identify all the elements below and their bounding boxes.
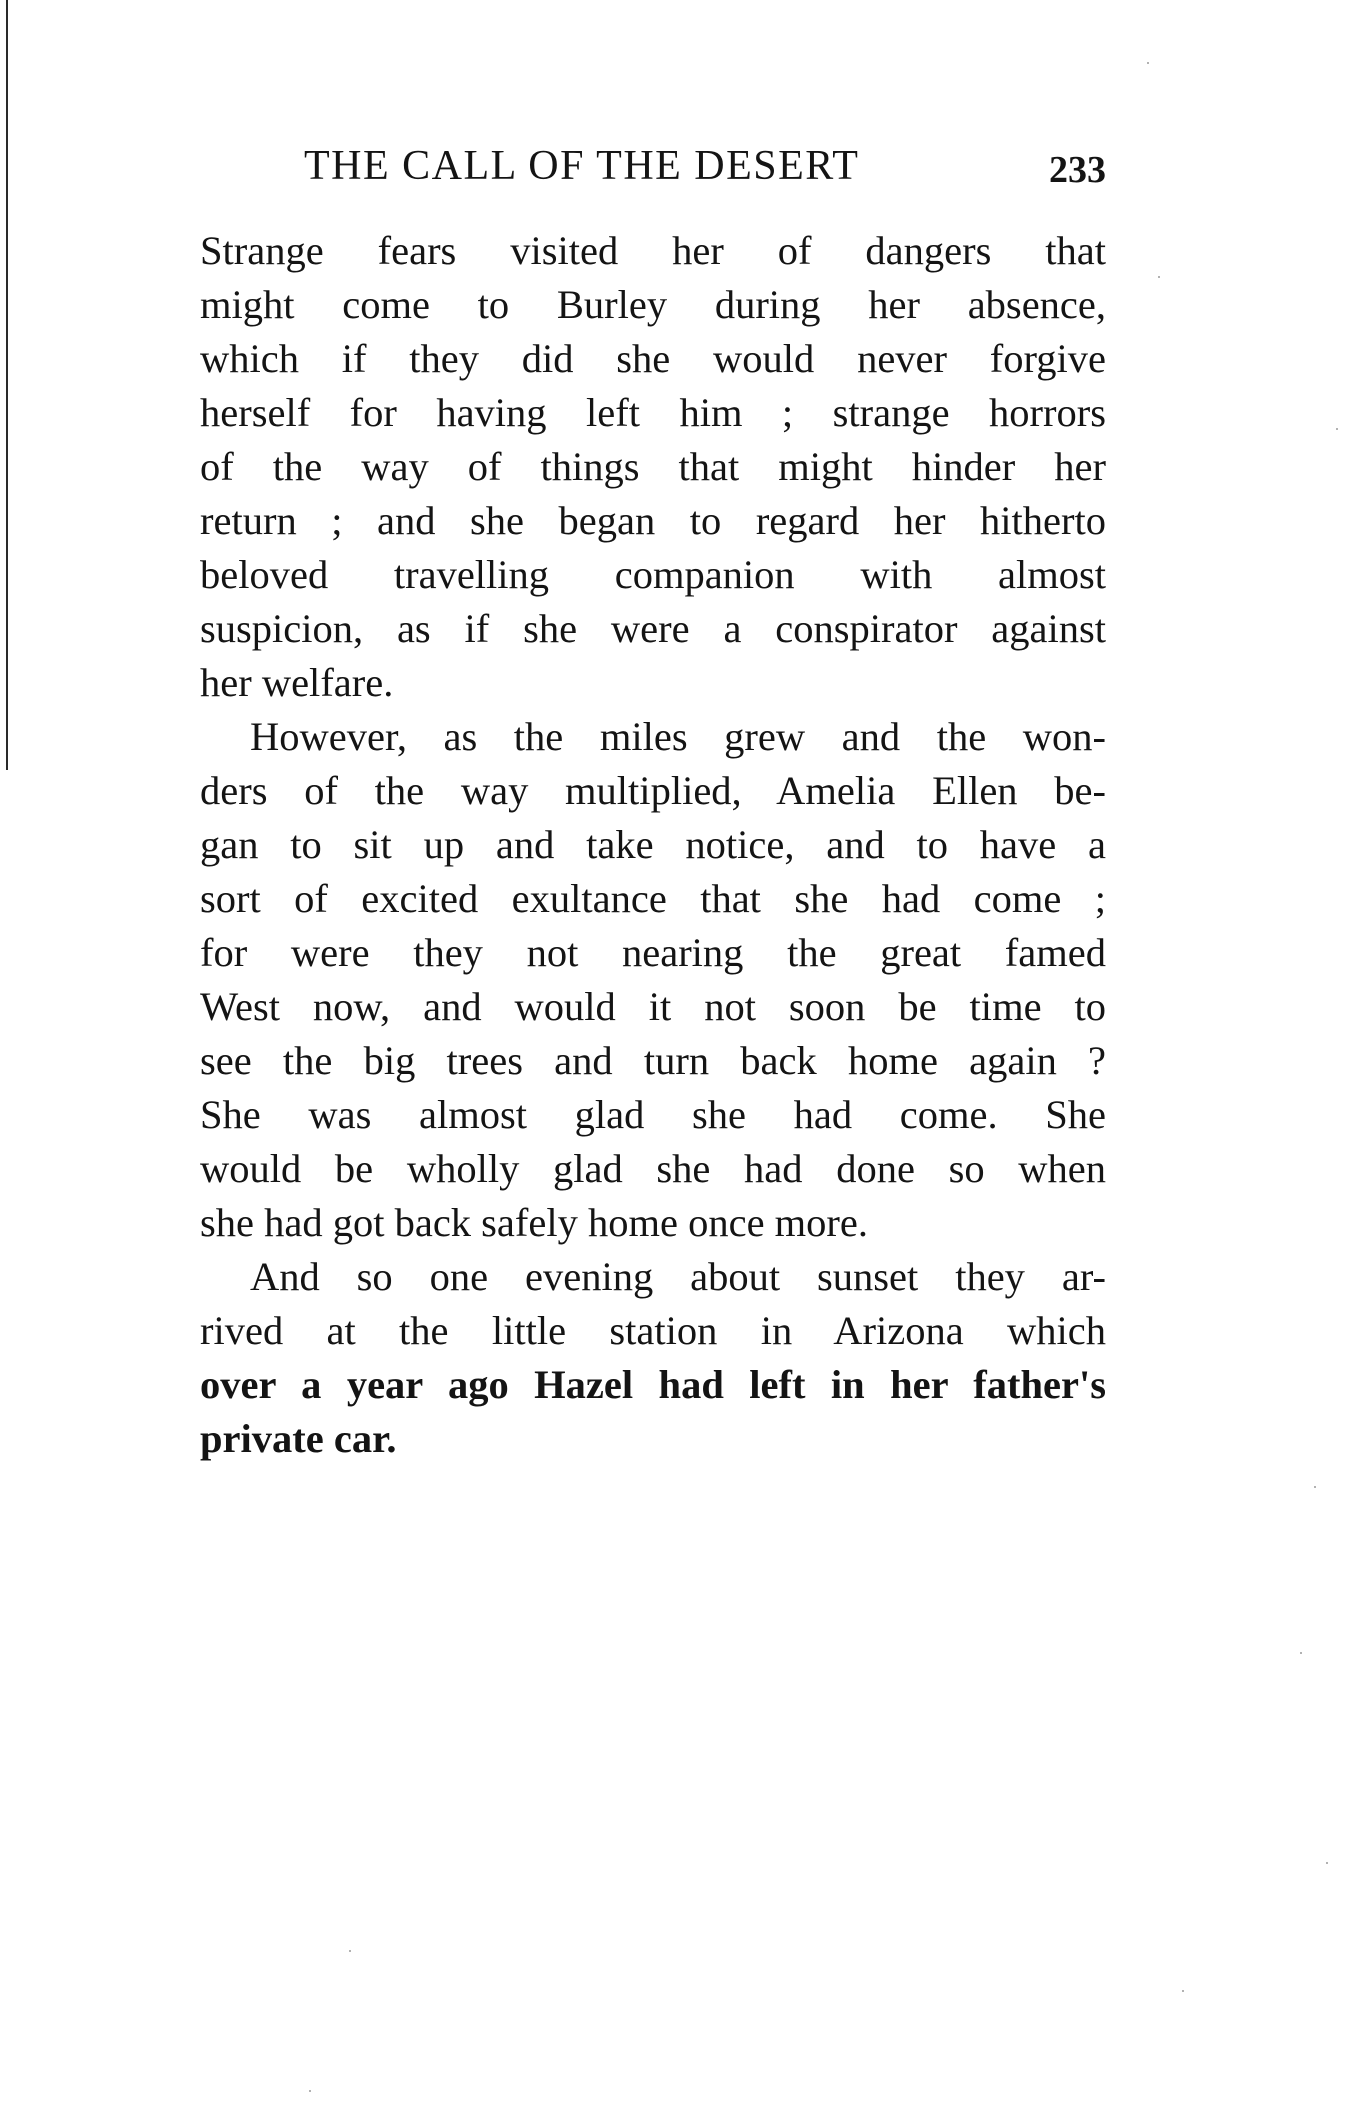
paragraph [200, 224, 1106, 710]
text-line: of the way of things that might hinder her [200, 444, 1106, 489]
paragraph [200, 1250, 1106, 1466]
text-line: would be wholly glad she had done so when [200, 1146, 1106, 1191]
scan-speck [1336, 428, 1338, 430]
scan-speck [309, 2090, 311, 2092]
text-line: return ; and she began to regard her hitherto [200, 498, 1106, 543]
text-line: private car. [200, 1416, 397, 1461]
text-line: for were they not nearing the great famed [200, 930, 1106, 975]
text-line: herself for having left him ; strange horrors [200, 390, 1106, 435]
text-line: her welfare. [200, 660, 394, 705]
scan-speck [1158, 276, 1160, 278]
paragraph [200, 710, 1106, 1250]
text-line: sort of excited exultance that she had come ; [200, 876, 1106, 921]
page-number: 233 [1049, 149, 1106, 191]
text-line: might come to Burley during her absence, [200, 282, 1106, 327]
scan-speck [1147, 62, 1149, 64]
scan-speck [1300, 1652, 1302, 1654]
text-line: over a year ago Hazel had left in her father's [200, 1362, 1106, 1407]
binding-edge [6, 0, 8, 770]
text-line: see the big trees and turn back home again ? [200, 1038, 1106, 1083]
text-line: Strange fears visited her of dangers that [200, 228, 1106, 273]
running-title: THE CALL OF THE DESERT [304, 143, 860, 189]
text-line: suspicion, as if she were a conspirator against [200, 606, 1106, 651]
text-line: She was almost glad she had come. She [200, 1092, 1106, 1137]
text-line: And so one evening about sunset they ar- [250, 1254, 1106, 1299]
scan-speck [1314, 1486, 1316, 1488]
scan-speck [1326, 1862, 1328, 1864]
body-text [200, 224, 1106, 1466]
text-line: West now, and would it not soon be time to [200, 984, 1106, 1029]
text-line: However, as the miles grew and the won- [250, 714, 1106, 759]
text-line: beloved travelling companion with almost [200, 552, 1106, 597]
text-line: rived at the little station in Arizona which [200, 1308, 1106, 1353]
running-head [200, 136, 1106, 196]
text-line: ders of the way multiplied, Amelia Ellen be- [200, 768, 1106, 813]
text-line: gan to sit up and take notice, and to have a [200, 822, 1106, 867]
scan-speck [349, 1950, 351, 1952]
text-line: she had got back safely home once more. [200, 1200, 869, 1245]
scan-speck [1182, 1990, 1184, 1992]
text-line: which if they did she would never forgive [200, 336, 1106, 381]
